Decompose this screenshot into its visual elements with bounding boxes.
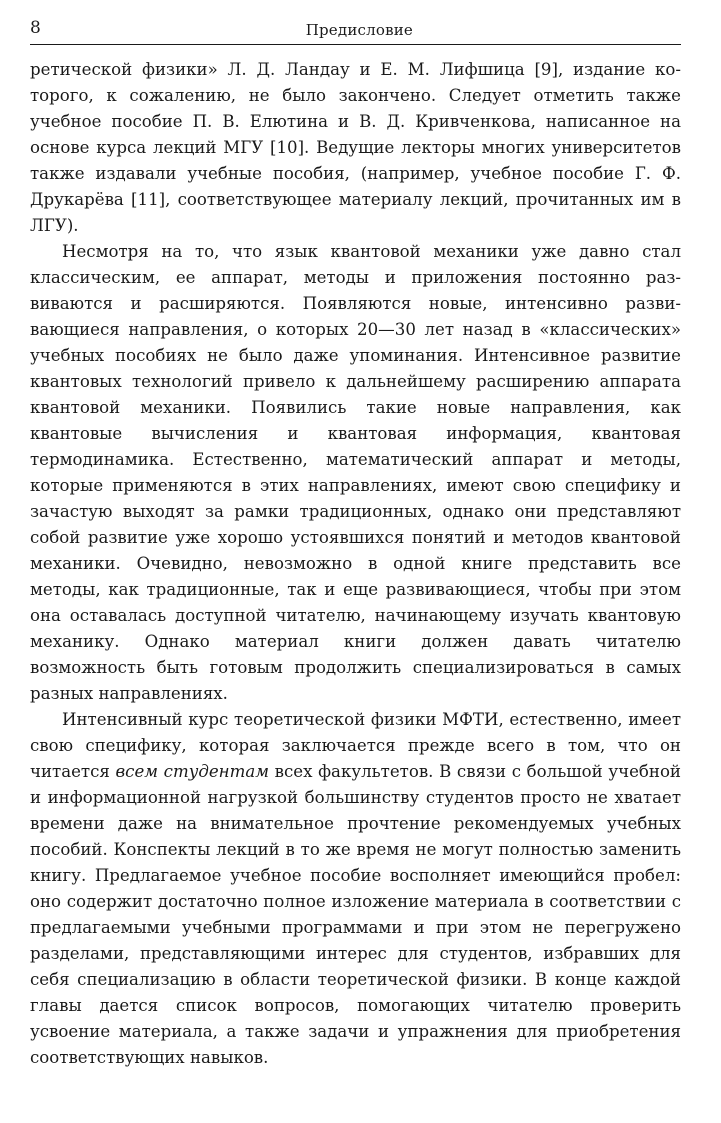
body-text [30,57,681,1071]
paragraph-quantum-mechanics: Несмотря на то, что язык квантовой механики уже давно стал классическим, ее аппарат, методы и приложения постоянно развиваются и расширяются. Появляются новые, интенсивно развивающиеся направления, о которых 20—30 лет назад в «классических» учебных пособиях не было даже упоминания. Интенсивное развитие квантовых технологий привело к дальнейшему расширению аппарата квантовой механики. Появились такие новые направления, как квантовые вычисления и квантовая информация, квантовая термодинамика. Естественно, математический аппарат и методы, которые применяются в этих направлениях, имеют свою специфику и зачастую выходят за рамки традиционных, однако они представляют собой развитие уже хорошо устоявшихся понятий и методов квантовой механики. Очевидно, невозможно в одной книге представить все методы, как традиционные, так и еще развивающиеся, чтобы при этом она оставалась доступной читателю, начинающему изучать квантовую механику. Однако материал книги должен давать читателю возможность быть готовым продолжить специализироваться в самых разных направлениях. [30,242,681,703]
paragraph-text-before: Интенсивный курс теоретической физики МФТИ, естественно, имеет свою специфику, которая заключается прежде всего в том, что он читается [30,710,681,781]
page-header [30,14,681,45]
book-page [30,14,681,1071]
page-number: 8 [30,18,41,38]
paragraph-continued: ретической физики» Л. Д. Ландау и Е. М. Лифшица [9], издание которого, к сожалению, не было закончено. Следует отметить также учебное пособие П. В. Елютина и В. Д. Кривченкова, написанное на основе курса лекций МГУ [10]. Ведущие лекторы многих университетов также издавали учебные пособия, (например, учебное пособие Г. Ф. Друкарёва [11], соответствующее материалу лекций, прочитанных им в ЛГУ). [30,60,681,235]
paragraph-text-after: всех факультетов. В связи с большой учебной и информационной нагрузкой большинству студентов просто не хватает времени даже на внимательное прочтение рекомендуемых учебных пособий. Конспекты лекций в то же время не могут полностью заменить книгу. Предлагаемое учебное пособие восполняет имеющийся пробел: оно содержит достаточно полное изложение материала в соответствии с предлагаемыми учебными программами и при этом не перегружено разделами, представляющими интерес для студентов, избравших для себя специализацию в области теоретической физики. В конце каждой главы дается список вопросов, помогающих читателю проверить усвоение материала, а также задачи и упражнения для приобретения соответствующих навыков. [30,762,681,1067]
running-title: Предисловие [305,21,413,39]
emphasis-text: всем студентам [115,762,269,781]
paragraph-mipt-course [30,707,681,1071]
